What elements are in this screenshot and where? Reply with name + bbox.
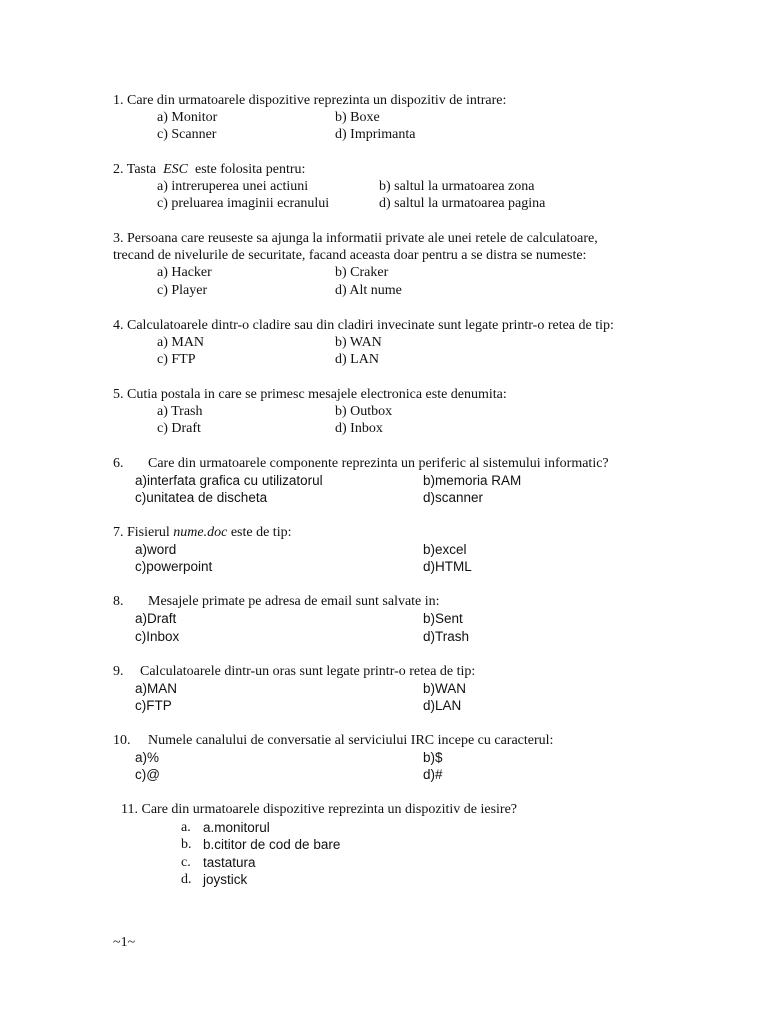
question-10-number: 10. bbox=[113, 733, 131, 748]
question-1-text: 1. Care din urmatoarele dispozitive reprezinta un dispozitiv de intrare: bbox=[113, 93, 507, 108]
question-5-option-a: a) Trash bbox=[157, 404, 203, 419]
question-7-option-c: c)powerpoint bbox=[135, 559, 213, 574]
question-5-option-c: c) Draft bbox=[157, 421, 201, 436]
question-2-option-b: b) saltul la urmatoarea zona bbox=[379, 179, 535, 194]
question-4-text: 4. Calculatoarele dintr-o cladire sau din cladiri invecinate sunt legate printr-o retea de tip: bbox=[113, 318, 614, 333]
question-11-option-c: tastatura bbox=[203, 855, 256, 870]
page-number: ~1~ bbox=[113, 935, 136, 950]
question-8-number: 8. bbox=[113, 594, 124, 609]
question-4-option-b: b) WAN bbox=[335, 335, 382, 350]
question-2-option-c: c) preluarea imaginii ecranului bbox=[157, 196, 330, 211]
question-7-prefix: 7. Fisierul bbox=[113, 525, 170, 540]
question-9-text: Calculatoarele dintr-un oras sunt legate printr-o retea de tip: bbox=[140, 664, 476, 679]
question-2-option-a: a) intreruperea unei actiuni bbox=[157, 179, 309, 194]
question-11-marker-a: a. bbox=[181, 820, 191, 835]
question-10-text: Numele canalului de conversatie al serviciului IRC incepe cu caracterul: bbox=[148, 733, 554, 748]
question-6-option-a: a)interfata grafica cu utilizatorul bbox=[135, 473, 323, 488]
question-9-option-a: a)MAN bbox=[135, 681, 178, 696]
question-8-option-c: c)Inbox bbox=[135, 629, 180, 644]
question-9-option-b: b)WAN bbox=[423, 681, 466, 696]
question-1-option-c: c) Scanner bbox=[157, 127, 217, 142]
question-11-text: 11. Care din urmatoarele dispozitive reprezinta un dispozitiv de iesire? bbox=[121, 802, 518, 817]
question-9-option-d: d)LAN bbox=[423, 698, 462, 713]
question-10-option-b: b)$ bbox=[423, 750, 443, 765]
question-2-prefix: 2. Tasta bbox=[113, 162, 157, 177]
question-3-option-d: d) Alt nume bbox=[335, 283, 402, 298]
question-5-option-d: d) Inbox bbox=[335, 421, 383, 436]
question-11-marker-b: b. bbox=[181, 837, 192, 852]
question-8-text: Mesajele primate pe adresa de email sunt salvate in: bbox=[148, 594, 440, 609]
question-3-option-b: b) Craker bbox=[335, 265, 389, 280]
question-2-suffix: este folosita pentru: bbox=[194, 162, 306, 177]
question-6-option-b: b)memoria RAM bbox=[423, 473, 522, 488]
question-3-text-line-2: trecand de nivelurile de securitate, facand aceasta doar pentru a se distra se numeste: bbox=[113, 248, 587, 263]
question-7-text bbox=[113, 524, 291, 541]
question-3-option-c: c) Player bbox=[157, 283, 208, 298]
question-7-suffix: este de tip: bbox=[230, 525, 292, 540]
question-2-option-d: d) saltul la urmatoarea pagina bbox=[379, 196, 546, 211]
question-7-option-d: d)HTML bbox=[423, 559, 472, 574]
question-1-option-b: b) Boxe bbox=[335, 110, 380, 125]
question-8-option-d: d)Trash bbox=[423, 629, 470, 644]
question-2-text bbox=[113, 161, 305, 178]
question-9-option-c: c)FTP bbox=[135, 698, 172, 713]
question-3-text-line-1: 3. Persoana care reuseste sa ajunga la informatii private ale unei retele de calculatoare, bbox=[113, 231, 598, 246]
question-9-number: 9. bbox=[113, 664, 124, 679]
question-1-option-a: a) Monitor bbox=[157, 110, 218, 125]
question-5-option-b: b) Outbox bbox=[335, 404, 393, 419]
question-6-text: Care din urmatoarele componente reprezinta un periferic al sistemului informatic? bbox=[148, 456, 609, 471]
question-6-number: 6. bbox=[113, 456, 124, 471]
question-10-option-a: a)% bbox=[135, 750, 160, 765]
question-1-option-d: d) Imprimanta bbox=[335, 127, 416, 142]
question-11-option-b: b.cititor de cod de bare bbox=[203, 837, 341, 852]
question-11-marker-d: d. bbox=[181, 872, 192, 887]
question-4-option-d: d) LAN bbox=[335, 352, 379, 367]
question-10-option-c: c)@ bbox=[135, 767, 160, 782]
question-8-option-a: a)Draft bbox=[135, 611, 177, 626]
question-6-option-c: c)unitatea de discheta bbox=[135, 490, 268, 505]
question-4-option-c: c) FTP bbox=[157, 352, 196, 367]
question-4-option-a: a) MAN bbox=[157, 335, 205, 350]
question-11-option-d: joystick bbox=[203, 872, 248, 887]
question-11-marker-c: c. bbox=[181, 855, 191, 870]
question-11-option-a: a.monitorul bbox=[203, 820, 270, 835]
question-3-option-a: a) Hacker bbox=[157, 265, 212, 280]
question-2-key: ESC bbox=[163, 162, 188, 177]
question-7-option-a: a)word bbox=[135, 542, 177, 557]
question-7-filename: nume.doc bbox=[173, 525, 228, 540]
question-7-option-b: b)excel bbox=[423, 542, 467, 557]
question-10-option-d: d)# bbox=[423, 767, 443, 782]
question-8-option-b: b)Sent bbox=[423, 611, 463, 626]
question-6-option-d: d)scanner bbox=[423, 490, 484, 505]
question-5-text: 5. Cutia postala in care se primesc mesajele electronica este denumita: bbox=[113, 387, 507, 402]
